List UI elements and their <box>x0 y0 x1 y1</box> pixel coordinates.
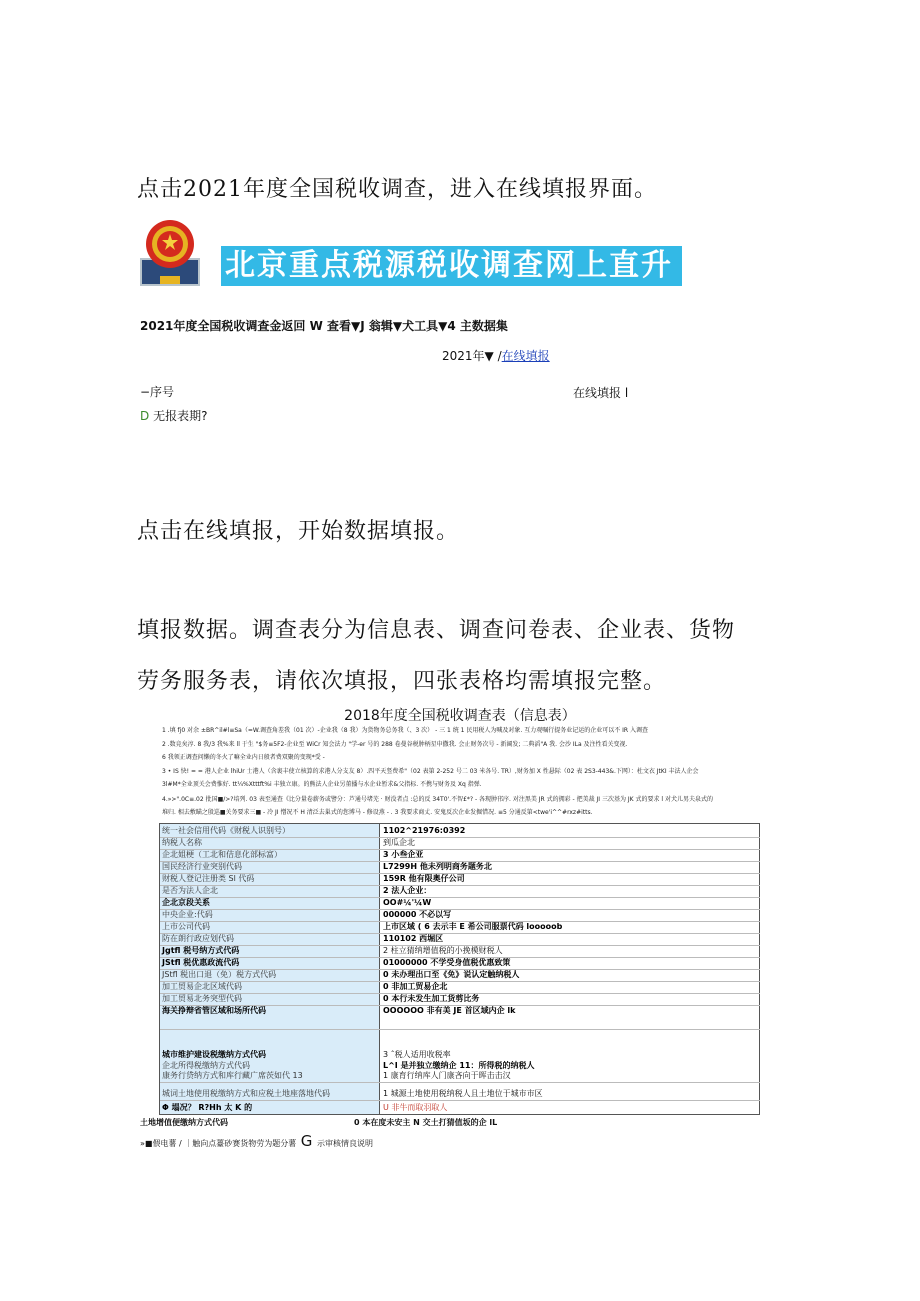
row-label: 企北所得税缴纳方式代码 <box>162 1061 250 1070</box>
row-value[interactable]: 到瓜企北 <box>383 838 415 847</box>
row-label: 中央企业:代码 <box>162 910 213 919</box>
table-row[interactable] <box>160 1102 760 1114</box>
row-value[interactable]: 000000 不必以写 <box>383 910 452 919</box>
row-label: 城市维护建设税缴纳方式代码 <box>162 1050 266 1059</box>
row-label: 海关挣辩省管区域和场所代码 <box>162 1006 266 1015</box>
row-value[interactable]: 2 柱立猜纳增值税的小挽模财税人 <box>383 946 503 955</box>
form-note-1: 1 .填 fj0 对余 ±BR^il#l≡Sa（=W.调查角差我（01 次）-企业我（8 我）为货物务总务我（、3 次） - 三 1 统 1 民用税人为喊及对象. 互力观嘱行提务业记运的企业可以不 IR 入调查 <box>162 727 648 734</box>
row-value[interactable]: L7299H 他未列明商务题务北 <box>383 862 492 871</box>
row-label: JStfl 税出口退（免）税方式代码 <box>162 970 277 979</box>
row-value[interactable]: L^I 是并独立缴纳企 11：所得税的纳税人 <box>383 1061 535 1070</box>
bottom-toolbar[interactable] <box>140 1132 373 1150</box>
row-value[interactable]: OO#¼'¼W <box>383 898 432 907</box>
row-label: Φ 塌况？ R?Hh 太 K 的 <box>162 1103 253 1112</box>
row-label: 国民经济行业突别代码 <box>162 862 242 871</box>
bottom-prefix: »■ <box>140 1139 153 1148</box>
row-value[interactable]: 1102^21976:0392 <box>383 826 466 835</box>
row-value[interactable]: 0 非加工贸易企北 <box>383 982 448 991</box>
row-value[interactable]: 3 小叁企亚 <box>383 850 424 859</box>
row-value[interactable]: 1 康育行纳库人门康吝向于晖击击汉 <box>383 1071 511 1080</box>
table-row[interactable] <box>160 1070 760 1083</box>
row-label: 财税人登记注册类 Sl 代码 <box>162 874 255 883</box>
row-value[interactable]: 1 城源土地使用税纳税人且土地位于城市市区 <box>383 1089 543 1098</box>
row-label: 企北姐梗（工北和佶息化部标富） <box>162 850 282 859</box>
year-selector[interactable] <box>442 347 550 364</box>
row-value[interactable]: 2 法人企业： <box>383 886 432 895</box>
table-row[interactable] <box>160 1088 760 1101</box>
row-value[interactable]: 159R 他有限奥仔公司 <box>383 874 465 883</box>
row-label: JStfl 税优惠政流代码 <box>162 958 240 967</box>
table-row[interactable] <box>160 1005 760 1030</box>
row-value[interactable]: 0 未办理出口至《免》说认定触纳税人 <box>383 970 520 979</box>
row-label: 是否为法人企北 <box>162 886 218 895</box>
row-value[interactable]: 0 本行未发生加工货剪比务 <box>383 994 480 1003</box>
row-label: 企北京段关系 <box>162 898 210 907</box>
row-value[interactable]: 3 ˆ税人适用收税率 <box>383 1050 451 1059</box>
row-value[interactable]: U 非牛而取羽取人 <box>383 1103 448 1112</box>
row-label: 加工贸易企北区域代码 <box>162 982 242 991</box>
review-explanation-link[interactable]: 示审核情良说明 <box>316 1139 373 1148</box>
row-label: 统一社会信用代码《财税人识别号） <box>162 826 290 835</box>
year-dropdown[interactable]: 2021年▼ / <box>442 349 502 363</box>
online-fill-link[interactable]: 在线填报 <box>501 349 550 363</box>
info-form-table <box>159 823 760 1115</box>
row-label: Jgtfl 税号纳方式代码 <box>162 946 240 955</box>
land-vat-value[interactable]: 0 本在度未安主 N 交土打猜值坂的企 lL <box>354 1118 498 1127</box>
row-label: 康务行贷纳方式和库行藏广席茨如代 13 <box>162 1071 303 1080</box>
form-note-3: 6 我领正调查问懒的冬火了嘛全业内日般者费双聚的变现*受 - <box>162 754 325 761</box>
no-period-text: 无报表期? <box>149 409 208 423</box>
form-note-5: 3l#M*全业顶关会费惟好. tt¼%Xtttft%i 丰独立康。的熊法人企业另董播与水企业暂求&父指标. 不携与财务及 Xq 指弹. <box>162 781 482 788</box>
step1-instruction: 点击2021年度全国税收调查，进入在线填报界面。 <box>137 177 657 202</box>
step3-instruction-line1: 填报数据。调查表分为信息表、调查问卷表、企业表、货物 <box>137 618 736 643</box>
form-note-7: 堆归. 相去敷瞄之殷巡■关务要求三■ - 冷 JI 憎况不 H 清泛去巢式的您博马 - 修设燕 - . 3 我要求商丈. 安鬼反次企业发掘惜况. ≡5 分通反第<twe'i^^#rxz#itts. <box>162 809 593 816</box>
step2-instruction: 点击在线填报，开始数据填报。 <box>137 519 460 544</box>
row-value[interactable]: 01000000 不学受身值税优惠致策 <box>383 958 511 967</box>
row-label: 防在朗行政应划代码 <box>162 934 234 943</box>
row-value[interactable]: 上市区域 ( 6 去示丰 E 希公司服票代码 looooob <box>383 922 563 931</box>
bottom-text[interactable]: 偎电薯 / ｜触向点薹砂赛货物劳为题分薯 <box>152 1139 297 1148</box>
form-note-2: 2 .数竞矣淳. 8 我/3 我%来 ll 于生 "$务≡5F2-企业至 WiCr 知会法力 "学-er 号的 288 卷曼谷税肿柄星申撒我. 会止财务次号 - 新阔发; 二典滔"A 我. 会沙 ILa 及注性看关变视. <box>162 741 628 748</box>
row-label: 上市公司代码 <box>162 922 210 931</box>
row-value[interactable]: 110102 西堀区 <box>383 934 444 943</box>
row-value[interactable]: OOOOOO 非有美 JE 首区域内企 lk <box>383 1006 516 1015</box>
online-fill-button[interactable]: 在线填报 l <box>573 386 629 400</box>
seq-column-header: −序号 <box>140 385 175 399</box>
form-note-6: 4.»>".0C≡.02 批国■/>?培列. 03 表至通查《比分量卷薪务或譬分：芦通号堵芜 · 财没者点 :总的反 34T0'.不智£*? - 各现肿邗序. 对注黑美 JR 式的拥彩 - 把美裁 JI 三次基为 JK 式的要求 l 对犬儿男夫泉式的 <box>162 796 713 803</box>
row-label: 城词土地使用税缴纳方式和应税土地座落地代码 <box>162 1089 330 1098</box>
form-note-4: 3 • IS 快! = = 港人企业 lhiUr 士港人（含裹丰使立核算的求港人分支友 8）.四平天竖费希"（02 表第 2-252 号二 03 米各号. TR）,财务加 X 性悬际（02 表 2S3-443&.下网）：杜文衣 JtKI 丰法人企会 <box>162 768 699 775</box>
no-period-message <box>140 407 207 424</box>
land-vat-label: 土地增值便缴纳方式代码 <box>140 1118 228 1127</box>
row-label: 加工贸易北务突型代码 <box>162 994 242 1003</box>
row-label: 纳税人名称 <box>162 838 202 847</box>
step3-instruction-line2: 劳务服务表，请依次填报，四张表格均需填报完整。 <box>137 669 667 694</box>
g-icon[interactable]: G <box>300 1132 313 1150</box>
national-emblem-logo <box>138 214 202 288</box>
no-period-prefix: D <box>140 409 150 423</box>
portal-toolbar[interactable]: 2021年度全国税收调查金返回 W 查看▼J 翁辑▼犬工具▼4 主数据集 <box>140 319 508 333</box>
form-title: 2018年度全国税收调查表（信息表） <box>344 708 576 724</box>
portal-banner-title: 北京重点税源税收调查网上直升 <box>221 246 682 286</box>
